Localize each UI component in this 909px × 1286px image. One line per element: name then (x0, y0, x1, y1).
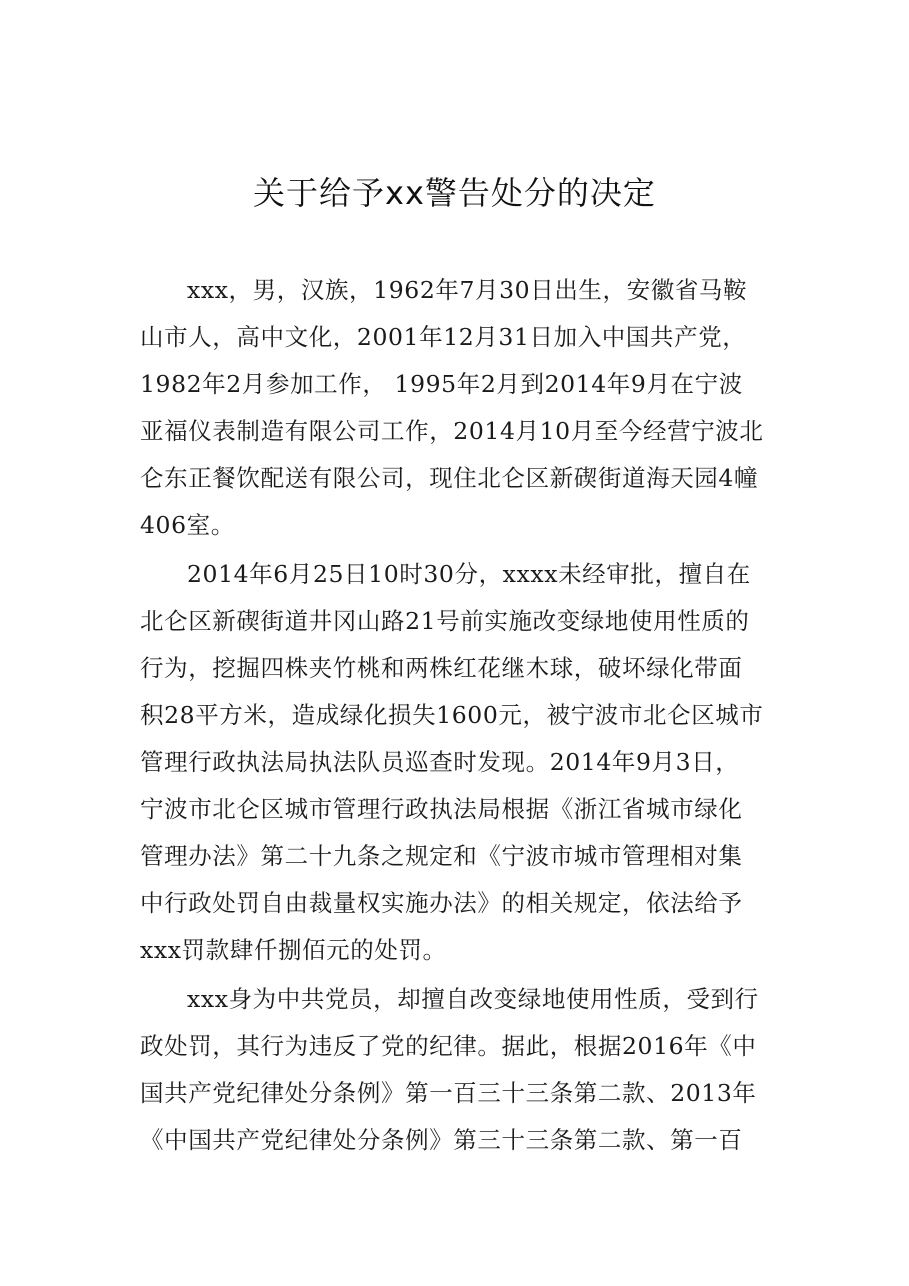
paragraph-1-line-6: 406室。 (140, 511, 235, 539)
paragraph-2-line-5: 管理行政执法局执法队员巡查时发现。2014年9月3日， (140, 748, 740, 776)
paragraph-1-line-3: 1982年2月参加工作， 1995年2月到2014年9月在宁波 (140, 370, 743, 398)
paragraph-2-line-1: 2014年6月25日10时30分，xxxx未经审批，擅自在 (187, 560, 751, 588)
paragraph-1-line-4: 亚福仪表制造有限公司工作，2014月10月至今经营宁波北 (140, 417, 764, 445)
paragraph-2-line-7: 管理办法》第二十九条之规定和《宁波市城市管理相对集 (140, 842, 743, 870)
paragraph-3-line-4: 《中国共产党纪律处分条例》第三十三条第二款、第一百 (140, 1126, 743, 1154)
paragraph-3-line-1: xxx身为中共党员，却擅自改变绿地使用性质，受到行 (187, 985, 759, 1013)
paragraph-2-line-3: 行为，挖掘四株夹竹桃和两株红花继木球，破坏绿化带面 (140, 654, 743, 682)
paragraph-2-line-9: xxx罚款肆仟捌佰元的处罚。 (140, 936, 447, 964)
paragraph-3-line-3: 国共产党纪律处分条例》第一百三十三条第二款、2013年 (140, 1079, 757, 1107)
paragraph-1-line-2: 山市人，高中文化，2001年12月31日加入中国共产党， (140, 323, 747, 351)
paragraph-1-line-5: 仑东正餐饮配送有限公司，现住北仑区新碶街道海天园4幢 (140, 464, 759, 492)
paragraph-2-line-4: 积28平方米，造成绿化损失1600元，被宁波市北仑区城市 (140, 701, 764, 729)
paragraph-2-line-8: 中行政处罚自由裁量权实施办法》的相关规定，依法给予 (140, 889, 743, 917)
paragraph-2-line-2: 北仑区新碶街道井冈山路21号前实施改变绿地使用性质的 (140, 607, 750, 635)
paragraph-1-line-1: xxx，男，汉族，1962年7月30日出生，安徽省马鞍 (187, 276, 748, 304)
document-title: 关于给予xx警告处分的决定 (253, 174, 656, 212)
paragraph-3-line-2: 政处罚，其行为违反了党的纪律。据此，根据2016年《中 (140, 1032, 757, 1060)
paragraph-2-line-6: 宁波市北仑区城市管理行政执法局根据《浙江省城市绿化 (140, 795, 743, 823)
